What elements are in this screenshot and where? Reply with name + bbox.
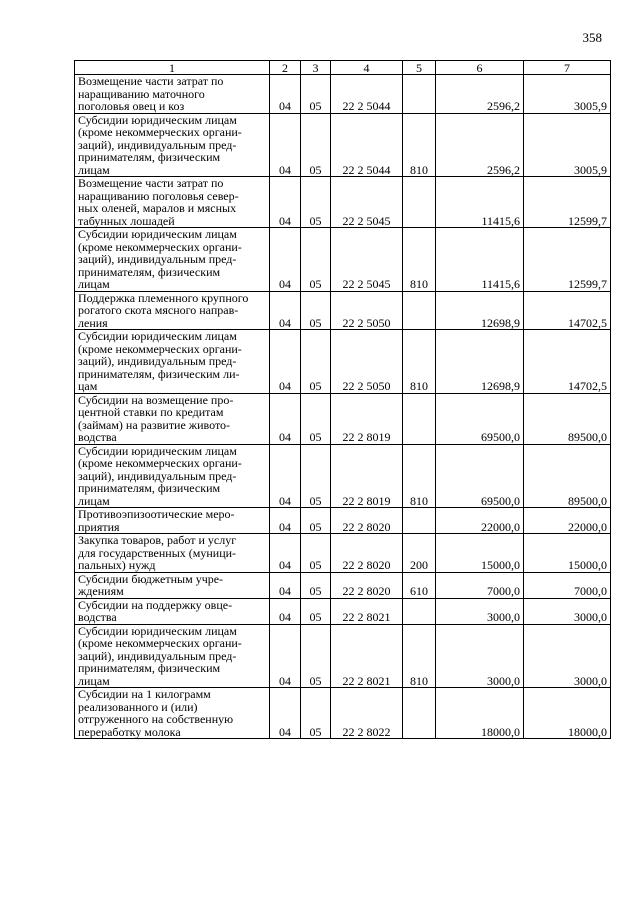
amount-year-1: 12698,9 <box>436 291 524 330</box>
subsection-code: 05 <box>301 75 331 114</box>
expense-type-code: 810 <box>403 113 436 177</box>
table-row <box>75 75 611 114</box>
expense-type-code: 810 <box>403 444 436 508</box>
section-code: 04 <box>270 113 301 177</box>
amount-year-2: 89500,0 <box>524 393 611 444</box>
amount-year-1: 69500,0 <box>436 393 524 444</box>
section-code: 04 <box>270 572 301 598</box>
row-description-text: Субсидии юридическим лицам (кроме некоммерческих органи- заций), индивидуальным пред- принимателям, физическим лицам <box>78 443 242 508</box>
target-article-code: 22 2 8020 <box>331 534 403 573</box>
header-col-5: 5 <box>403 61 436 75</box>
amount-year-2: 18000,0 <box>524 688 611 739</box>
row-description <box>75 75 270 114</box>
section-code: 04 <box>270 534 301 573</box>
row-description-text: Возмещение части затрат по наращиванию маточного поголовья овец и коз <box>78 74 224 113</box>
row-description-text: Поддержка племенного крупного рогатого скота мясного направ- ления <box>78 290 249 330</box>
amount-year-2: 3000,0 <box>524 598 611 624</box>
header-col-2: 2 <box>270 61 301 75</box>
row-description <box>75 330 270 394</box>
row-description <box>75 598 270 624</box>
row-description-text: Возмещение части затрат по наращиванию поголовья север- ных оленей, маралов и мясных табунных лошадей <box>78 176 239 228</box>
section-code: 04 <box>270 444 301 508</box>
amount-year-1: 12698,9 <box>436 330 524 394</box>
subsection-code: 05 <box>301 688 331 739</box>
amount-year-1: 11415,6 <box>436 177 524 228</box>
amount-year-2: 14702,5 <box>524 330 611 394</box>
expense-type-code <box>403 598 436 624</box>
row-description-text: Субсидии бюджетным учре- ждениям <box>78 571 224 598</box>
row-description <box>75 444 270 508</box>
table-row <box>75 598 611 624</box>
expense-type-code: 200 <box>403 534 436 573</box>
table-row <box>75 393 611 444</box>
subsection-code: 05 <box>301 508 331 534</box>
row-description <box>75 291 270 330</box>
target-article-code: 22 2 5045 <box>331 177 403 228</box>
row-description-text: Субсидии на поддержку овце- водства <box>78 597 233 624</box>
target-article-code: 22 2 8020 <box>331 572 403 598</box>
amount-year-2: 12599,7 <box>524 177 611 228</box>
subsection-code: 05 <box>301 572 331 598</box>
subsection-code: 05 <box>301 330 331 394</box>
header-col-1: 1 <box>75 61 270 75</box>
target-article-code: 22 2 8022 <box>331 688 403 739</box>
row-description <box>75 534 270 573</box>
subsection-code: 05 <box>301 113 331 177</box>
expense-type-code: 810 <box>403 624 436 688</box>
section-code: 04 <box>270 393 301 444</box>
expense-type-code <box>403 291 436 330</box>
table-row <box>75 688 611 739</box>
target-article-code: 22 2 5044 <box>331 113 403 177</box>
amount-year-2: 3000,0 <box>524 624 611 688</box>
table-row <box>75 330 611 394</box>
subsection-code: 05 <box>301 598 331 624</box>
row-description <box>75 393 270 444</box>
target-article-code: 22 2 8020 <box>331 508 403 534</box>
amount-year-1: 11415,6 <box>436 228 524 292</box>
section-code: 04 <box>270 330 301 394</box>
expense-type-code <box>403 688 436 739</box>
expense-type-code: 610 <box>403 572 436 598</box>
row-description <box>75 113 270 177</box>
target-article-code: 22 2 8019 <box>331 393 403 444</box>
section-code: 04 <box>270 228 301 292</box>
amount-year-2: 89500,0 <box>524 444 611 508</box>
section-code: 04 <box>270 508 301 534</box>
header-row <box>75 61 611 75</box>
target-article-code: 22 2 5044 <box>331 75 403 114</box>
table-row <box>75 444 611 508</box>
budget-table <box>74 60 611 739</box>
table-row <box>75 113 611 177</box>
amount-year-2: 7000,0 <box>524 572 611 598</box>
header-col-3: 3 <box>301 61 331 75</box>
header-col-7: 7 <box>524 61 611 75</box>
amount-year-2: 14702,5 <box>524 291 611 330</box>
row-description-text: Субсидии юридическим лицам (кроме некоммерческих органи- заций), индивидуальным пред- принимателям, физическим лицам <box>78 623 242 688</box>
page-number: 358 <box>582 30 602 45</box>
row-description <box>75 228 270 292</box>
row-description <box>75 688 270 739</box>
subsection-code: 05 <box>301 444 331 508</box>
amount-year-2: 22000,0 <box>524 508 611 534</box>
section-code: 04 <box>270 291 301 330</box>
expense-type-code <box>403 393 436 444</box>
expense-type-code <box>403 177 436 228</box>
amount-year-1: 7000,0 <box>436 572 524 598</box>
row-description-text: Субсидии юридическим лицам (кроме некоммерческих органи- заций), индивидуальным пред- принимателям, физическим лицам <box>78 227 242 291</box>
expense-type-code <box>403 508 436 534</box>
row-description-text: Закупка товаров, работ и услуг для государственных (муници- пальных) нужд <box>78 533 237 572</box>
section-code: 04 <box>270 75 301 114</box>
amount-year-1: 69500,0 <box>436 444 524 508</box>
table-body <box>75 75 611 739</box>
table-row <box>75 508 611 534</box>
header-col-4: 4 <box>331 61 403 75</box>
row-description-text: Субсидии на 1 килограмм реализованного и (или) отгруженного на собственную переработку молока <box>78 687 234 739</box>
target-article-code: 22 2 5050 <box>331 291 403 330</box>
row-description <box>75 177 270 228</box>
row-description-text: Субсидии на возмещение про- центной ставки по кредитам (займам) на развитие живото- водства <box>78 392 234 444</box>
row-description <box>75 624 270 688</box>
subsection-code: 05 <box>301 534 331 573</box>
subsection-code: 05 <box>301 624 331 688</box>
expense-type-code: 810 <box>403 228 436 292</box>
table-row <box>75 228 611 292</box>
table-row <box>75 572 611 598</box>
row-description <box>75 572 270 598</box>
subsection-code: 05 <box>301 291 331 330</box>
section-code: 04 <box>270 598 301 624</box>
amount-year-1: 2596,2 <box>436 113 524 177</box>
target-article-code: 22 2 8021 <box>331 624 403 688</box>
section-code: 04 <box>270 624 301 688</box>
target-article-code: 22 2 5045 <box>331 228 403 292</box>
amount-year-2: 3005,9 <box>524 113 611 177</box>
row-description-text: Субсидии юридическим лицам (кроме некоммерческих органи- заций), индивидуальным пред- принимателям, физическим ли- цам <box>78 329 242 393</box>
table-row <box>75 624 611 688</box>
target-article-code: 22 2 5050 <box>331 330 403 394</box>
amount-year-2: 12599,7 <box>524 228 611 292</box>
amount-year-1: 2596,2 <box>436 75 524 114</box>
amount-year-1: 18000,0 <box>436 688 524 739</box>
header-col-6: 6 <box>436 61 524 75</box>
table-row <box>75 177 611 228</box>
row-description-text: Субсидии юридическим лицам (кроме некоммерческих органи- заций), индивидуальным пред- принимателям, физическим лицам <box>78 112 242 177</box>
section-code: 04 <box>270 688 301 739</box>
subsection-code: 05 <box>301 228 331 292</box>
amount-year-1: 22000,0 <box>436 508 524 534</box>
amount-year-2: 3005,9 <box>524 75 611 114</box>
amount-year-1: 3000,0 <box>436 598 524 624</box>
table-row <box>75 534 611 573</box>
section-code: 04 <box>270 177 301 228</box>
target-article-code: 22 2 8019 <box>331 444 403 508</box>
row-description-text: Противоэпизоотические меро- приятия <box>78 507 235 534</box>
amount-year-1: 15000,0 <box>436 534 524 573</box>
amount-year-1: 3000,0 <box>436 624 524 688</box>
table-row <box>75 291 611 330</box>
target-article-code: 22 2 8021 <box>331 598 403 624</box>
amount-year-2: 15000,0 <box>524 534 611 573</box>
row-description <box>75 508 270 534</box>
subsection-code: 05 <box>301 177 331 228</box>
subsection-code: 05 <box>301 393 331 444</box>
expense-type-code: 810 <box>403 330 436 394</box>
expense-type-code <box>403 75 436 114</box>
